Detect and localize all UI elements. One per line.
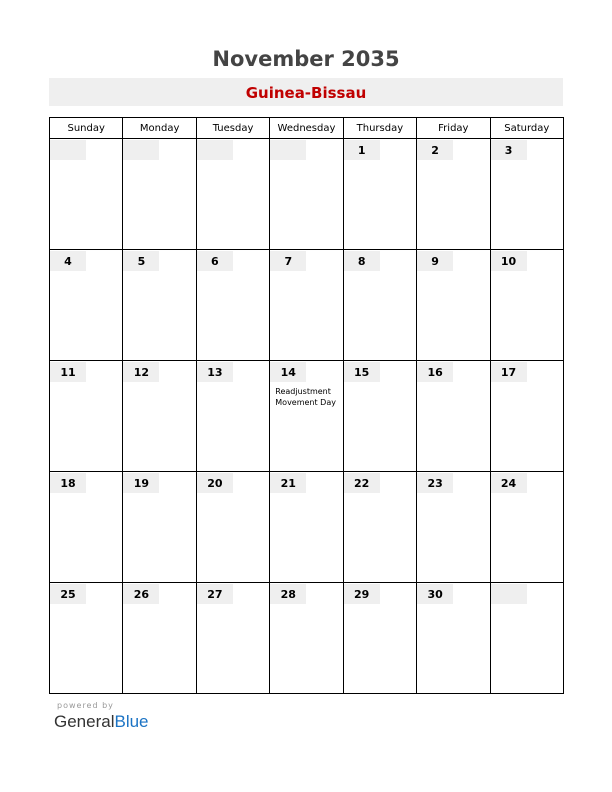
day-number: 16 bbox=[417, 362, 453, 382]
day-cell bbox=[123, 139, 196, 250]
day-number: 26 bbox=[123, 584, 159, 604]
day-cell bbox=[343, 361, 416, 472]
day-number: 5 bbox=[123, 251, 159, 271]
day-number: 6 bbox=[197, 251, 233, 271]
day-number: 8 bbox=[344, 251, 380, 271]
day-cell bbox=[490, 583, 563, 694]
day-cell bbox=[417, 583, 490, 694]
weekday-sunday: Sunday bbox=[50, 118, 123, 139]
day-number: 14 bbox=[270, 362, 306, 382]
weekday-wednesday: Wednesday bbox=[270, 118, 343, 139]
day-cell bbox=[343, 139, 416, 250]
day-cell bbox=[270, 583, 343, 694]
weekday-saturday: Saturday bbox=[490, 118, 563, 139]
day-number: 27 bbox=[197, 584, 233, 604]
country-banner: Guinea-Bissau bbox=[49, 78, 563, 106]
day-cell bbox=[417, 139, 490, 250]
holiday-event: Readjustment Movement Day bbox=[275, 387, 336, 407]
day-cell bbox=[490, 361, 563, 472]
weekday-thursday: Thursday bbox=[343, 118, 416, 139]
day-number: 7 bbox=[270, 251, 306, 271]
day-number bbox=[197, 140, 233, 160]
week-row bbox=[50, 250, 564, 361]
weekday-header-row bbox=[50, 118, 564, 139]
day-number bbox=[491, 584, 527, 604]
calendar-body bbox=[50, 139, 564, 694]
day-cell bbox=[196, 139, 269, 250]
day-number: 17 bbox=[491, 362, 527, 382]
day-number bbox=[123, 140, 159, 160]
week-row bbox=[50, 139, 564, 250]
day-number: 29 bbox=[344, 584, 380, 604]
day-cell bbox=[50, 583, 123, 694]
day-number: 3 bbox=[491, 140, 527, 160]
day-cell bbox=[123, 583, 196, 694]
week-row bbox=[50, 583, 564, 694]
calendar-title: November 2035 bbox=[212, 47, 400, 71]
day-cell bbox=[50, 139, 123, 250]
day-number: 15 bbox=[344, 362, 380, 382]
day-cell bbox=[270, 139, 343, 250]
day-number: 30 bbox=[417, 584, 453, 604]
day-cell bbox=[417, 250, 490, 361]
powered-by-text: powered by bbox=[57, 701, 114, 710]
week-row bbox=[50, 361, 564, 472]
day-cell bbox=[343, 250, 416, 361]
day-cell bbox=[196, 361, 269, 472]
day-number bbox=[50, 140, 86, 160]
day-number: 18 bbox=[50, 473, 86, 493]
day-cell bbox=[50, 472, 123, 583]
day-cell bbox=[417, 472, 490, 583]
day-cell bbox=[270, 472, 343, 583]
week-row bbox=[50, 472, 564, 583]
brand-blue: Blue bbox=[114, 712, 149, 731]
day-number: 21 bbox=[270, 473, 306, 493]
day-number: 23 bbox=[417, 473, 453, 493]
day-number: 20 bbox=[197, 473, 233, 493]
day-number: 4 bbox=[50, 251, 86, 271]
day-cell bbox=[123, 250, 196, 361]
day-number: 25 bbox=[50, 584, 86, 604]
day-cell bbox=[490, 250, 563, 361]
day-number: 22 bbox=[344, 473, 380, 493]
weekday-monday: Monday bbox=[123, 118, 196, 139]
day-number: 19 bbox=[123, 473, 159, 493]
day-number bbox=[270, 140, 306, 160]
day-number: 13 bbox=[197, 362, 233, 382]
weekday-tuesday: Tuesday bbox=[196, 118, 269, 139]
day-cell bbox=[196, 472, 269, 583]
day-cell bbox=[343, 583, 416, 694]
day-cell bbox=[270, 250, 343, 361]
calendar-grid bbox=[49, 117, 564, 694]
day-cell bbox=[50, 361, 123, 472]
day-cell bbox=[50, 250, 123, 361]
day-number: 10 bbox=[491, 251, 527, 271]
day-cell bbox=[490, 472, 563, 583]
day-number: 12 bbox=[123, 362, 159, 382]
day-number: 1 bbox=[344, 140, 380, 160]
weekday-friday: Friday bbox=[417, 118, 490, 139]
day-cell bbox=[417, 361, 490, 472]
generalblue-logo bbox=[54, 712, 149, 732]
day-number: 11 bbox=[50, 362, 86, 382]
day-cell bbox=[196, 583, 269, 694]
day-number: 2 bbox=[417, 140, 453, 160]
day-cell bbox=[196, 250, 269, 361]
day-number: 28 bbox=[270, 584, 306, 604]
day-cell bbox=[343, 472, 416, 583]
day-cell bbox=[123, 472, 196, 583]
brand-general: General bbox=[54, 712, 115, 731]
day-cell bbox=[490, 139, 563, 250]
day-cell bbox=[270, 361, 343, 472]
day-number: 9 bbox=[417, 251, 453, 271]
day-number: 24 bbox=[491, 473, 527, 493]
day-cell bbox=[123, 361, 196, 472]
